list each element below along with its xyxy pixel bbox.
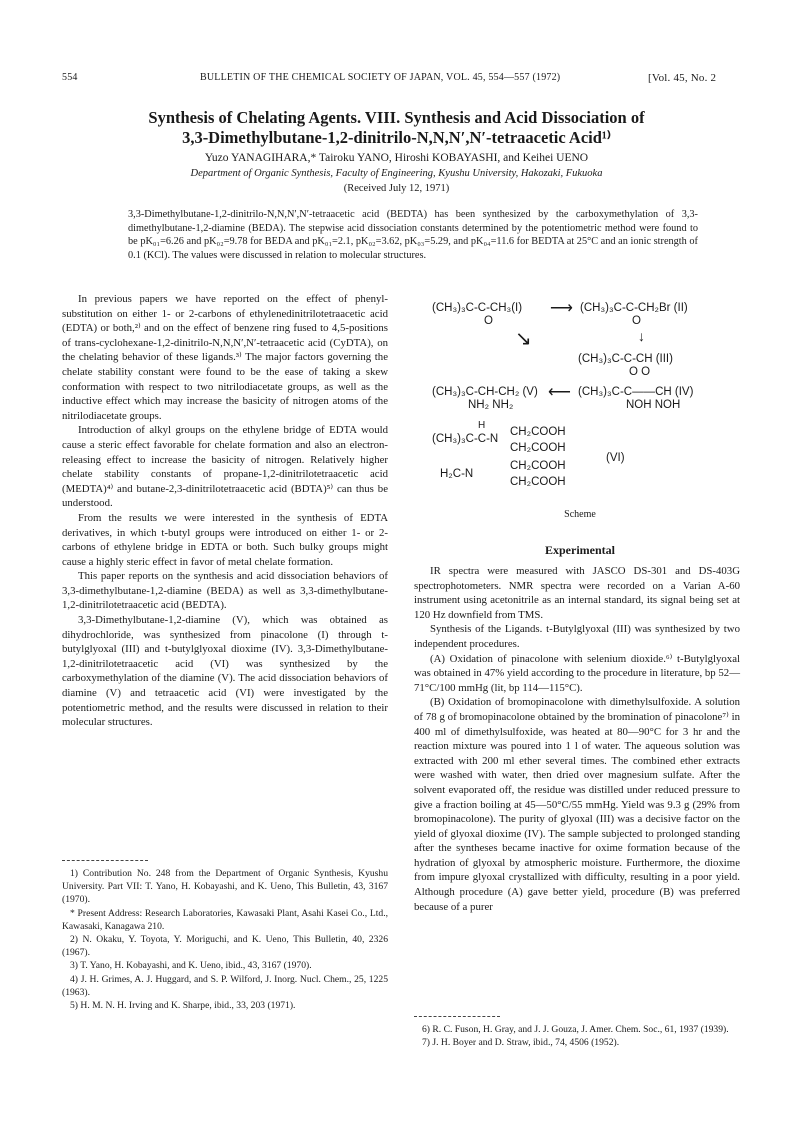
footnote: 7) J. H. Boyer and D. Straw, ibid., 74, 4506 (1952). — [422, 1037, 620, 1049]
paragraph: Synthesis of the Ligands. t-Butylglyoxal (III) was synthesized by two independent procedures. — [414, 623, 740, 650]
paragraph: (A) Oxidation of pinacolone with selenium dioxide.⁶⁾ t-Butylglyoxal was obtained in 47% yield according to the procedure in literature, bp 52—71°C/100 mmHg (lit, bp 114—115°C). — [414, 652, 740, 694]
reaction-scheme — [420, 298, 740, 512]
affiliation: Department of Organic Synthesis, Faculty of Engineering, Kyushu University, Hakozaki, Fukuoka — [190, 168, 603, 179]
section-heading-experimental: Experimental — [545, 543, 615, 557]
compound-VI-lower: H₂C-N — [440, 468, 474, 480]
title-line-2: 3,3-Dimethylbutane-1,2-dinitrilo-N,N,N′,N′-tetraacetic Acid¹⁾ — [182, 128, 611, 147]
compound-VI-upper: (CH₃)₃C-C-N — [432, 433, 499, 445]
page-number: 554 — [62, 72, 78, 83]
compound-II: (CH₃)₃C-C-CH₂Br (II) — [580, 302, 688, 314]
paragraph: In previous papers we have reported on the effect of phenyl-substitution on either 1- or 2-carbons of ethylenedinitrilotetraacetic acid (EDTA) or both,²⁾ and on the effect of benzene ring fused to 4,5-positions of trans-cyclohexane-1,2-dinitrilo-N,N,N′,N′-tetraacetic acid (CyDTA), on the chelating behavior of these ligands.³⁾ The major factors governing the chelate stability constant were found to be the ease of taking a skew conformation with respect to two nitrilodiacetate groups, as well as the inductive effect which may increase the basicity of nitrogen atoms of the nitrilodiacetate groups. — [62, 293, 388, 422]
paragraph: This paper reports on the synthesis and acid dissociation behaviors of 3,3-dimethylbutane-1,2-diamine (BEDA) as well as 3,3-dimethylbutane-1,2-dinitrilotetraacetic acid (BEDTA). — [62, 570, 388, 612]
acetate-group: CH₂COOH — [510, 426, 566, 438]
right-footnotes — [414, 1023, 740, 1049]
compound-IV: (CH₃)₃C-C——CH (IV) — [578, 386, 694, 398]
paragraph: 3,3-Dimethylbutane-1,2-diamine (V), which was obtained as dihydrochloride, was synthesized from pinacolone (I) through t-butylglyoxal (III) and t-butylglyoxal dioxime (IV). 3,3-Dimethylbutane-1,2-dinitrilotetraacetic acid (VI) was synthesized by the carboxymethylation of the diamine (V). The acid dissociation behaviors of diamine (V) and tetraacetic acid (VI) were investigated by the potentiometric method, and the results were discussed in relation to their molecular structures. — [62, 614, 388, 729]
volume-label: [Vol. 45, No. 2 — [648, 72, 717, 84]
carbonyl-o: O — [484, 315, 493, 327]
acetate-group: CH₂COOH — [510, 460, 566, 472]
amine-groups: NH₂ NH₂ — [468, 399, 514, 411]
authors: Yuzo YANAGIHARA,* Tairoku YANO, Hiroshi KOBAYASHI, and Keihei UENO — [204, 152, 589, 164]
arrow-left: ⟵ — [548, 384, 571, 401]
footnote: 2) N. Okaku, Y. Toyota, Y. Moriguchi, and K. Ueno, This Bulletin, 40, 2326 (1967). — [62, 934, 388, 959]
left-footnotes — [62, 867, 388, 1012]
title-line-1: Synthesis of Chelating Agents. VIII. Synthesis and Acid Dissociation of — [148, 108, 645, 127]
received-date: (Received July 12, 1971) — [343, 183, 450, 194]
arrow-diagonal: ↘ — [515, 328, 532, 350]
compound-V: (CH₃)₃C-CH-CH₂ (V) — [432, 386, 538, 398]
footnote: 6) R. C. Fuson, H. Gray, and J. J. Gouza, J. Amer. Chem. Soc., 61, 1937 (1939). — [422, 1024, 729, 1035]
compound-I: (CH₃)₃C-C-CH₃(I) — [432, 302, 523, 314]
footnote: * Present Address: Research Laboratories, Kawasaki Plant, Asahi Kasei Co., Ltd., Kawasaki, Kanagawa 210. — [62, 907, 388, 932]
footnote: 1) Contribution No. 248 from the Department of Organic Synthesis, Kyushu University. Part VII: T. Yano, H. Kobayashi, and K. Ueno, This Bulletin, 43, 3167 (1970). — [62, 868, 388, 906]
arrow-right: ⟶ — [550, 300, 573, 317]
left-column — [62, 292, 388, 730]
carbonyl-o: O — [632, 315, 641, 327]
right-column — [414, 564, 740, 914]
journal-running-head: BULLETIN OF THE CHEMICAL SOCIETY OF JAPAN, VOL. 45, 554—557 (1972) — [200, 72, 561, 83]
scheme-caption: Scheme — [564, 509, 596, 520]
abstract: 3,3-Dimethylbutane-1,2-dinitrilo-N,N,N′,N′-tetraacetic acid (BEDTA) has been synthesized by the carboxymethylation of 3,3-dimethylbutane-1,2-diamine (BEDA). The stepwise acid dissociation constants determined by the potentiometric method were found to be pK₀₁=6.26 and pK₀₂=9.78 for BEDA and pK₀₁=2.1, pK₀₂=3.62, pK₀₃=5.29, and pK₀₄=11.6 for BEDTA at 25°C and an ionic strength of 0.1 (KCl). The values were discussed in relation to molecular structures. — [128, 209, 698, 261]
paragraph: IR spectra were measured with JASCO DS-301 and DS-403G spectrophotometers. NMR spectra were recorded on a Varian A-60 instrument using acetonitrile as an internal standard, its signal being set at 120 Hz downfield from TMS. — [414, 565, 740, 621]
acetate-group: CH₂COOH — [510, 476, 566, 488]
carbonyl-o-pair: O O — [629, 366, 651, 378]
acetate-group: CH₂COOH — [510, 442, 566, 454]
footnote: 3) T. Yano, H. Kobayashi, and K. Ueno, ibid., 43, 3167 (1970). — [70, 960, 312, 972]
paragraph: From the results we were interested in the synthesis of EDTA derivatives, in which t-butyl groups were introduced on either 1- or 2-carbons of ethylene bridge in EDTA or both. Such bulky groups might cause a highly steric effect in favor of metal chelate formation. — [62, 511, 388, 568]
hydrogen-label: H — [478, 420, 486, 431]
footnote-divider — [62, 860, 148, 861]
paragraph: Introduction of alkyl groups on the ethylene bridge of EDTA would cause a steric effect favorable for chelate formation and also an electron-releasing effect to increase the basicity of nitrogen. Relatively higher chelate stability constants of propane-1,2-dinitrilotetraacetic acid (MEDTA)⁴⁾ and butane-2,3-dinitrilotetraacetic acid (BDTA)⁵⁾ can thus be understood. — [62, 424, 388, 510]
arrow-down: ↓ — [638, 328, 645, 344]
paragraph: (B) Oxidation of bromopinacolone with dimethylsulfoxide. A solution of 78 g of bromopinacolone obtained by the bromination of pinacolone⁷⁾ in 400 ml of dimethylsulfoxide, was heated at 80—90°C for 3 hr and the reaction mixture was poured into 1 l of water. The aqueous solution was extracted with 200 ml ether several times. The combined ether extracts were washed with water, then dried over magnesium sulfate. After the solvent evaporated off, the residue was distilled under reduced pressure to give a fraction boiling at 45—50°C/55 mmHg. Yield was 9.3 g (29% from bromopinacolone). The purity of glyoxal (III) was a decisive factor on the yield of glyoxal dioxime (IV). The sample subjected to prolonged standing after the syntheses became inactive for oxime formation because of the hydration of glyoxal by atmospheric moisture. Furthermore, the dioxime from impure glyoxal crystallized with difficulty, resulting in a poor yield. Although procedure (A) gave better yield, procedure (B) was preferred because of a purer — [414, 696, 740, 913]
footnote: 5) H. M. N. H. Irving and K. Sharpe, ibid., 33, 203 (1971). — [70, 1000, 296, 1012]
footnote: 4) J. H. Grimes, A. J. Huggard, and S. P. Wilford, J. Inorg. Nucl. Chem., 25, 1225 (1963). — [62, 973, 388, 998]
compound-VI-label: (VI) — [606, 452, 625, 464]
compound-III: (CH₃)₃C-C-CH (III) — [578, 353, 673, 365]
footnote-divider — [414, 1016, 500, 1017]
oxime-groups: NOH NOH — [626, 399, 681, 411]
